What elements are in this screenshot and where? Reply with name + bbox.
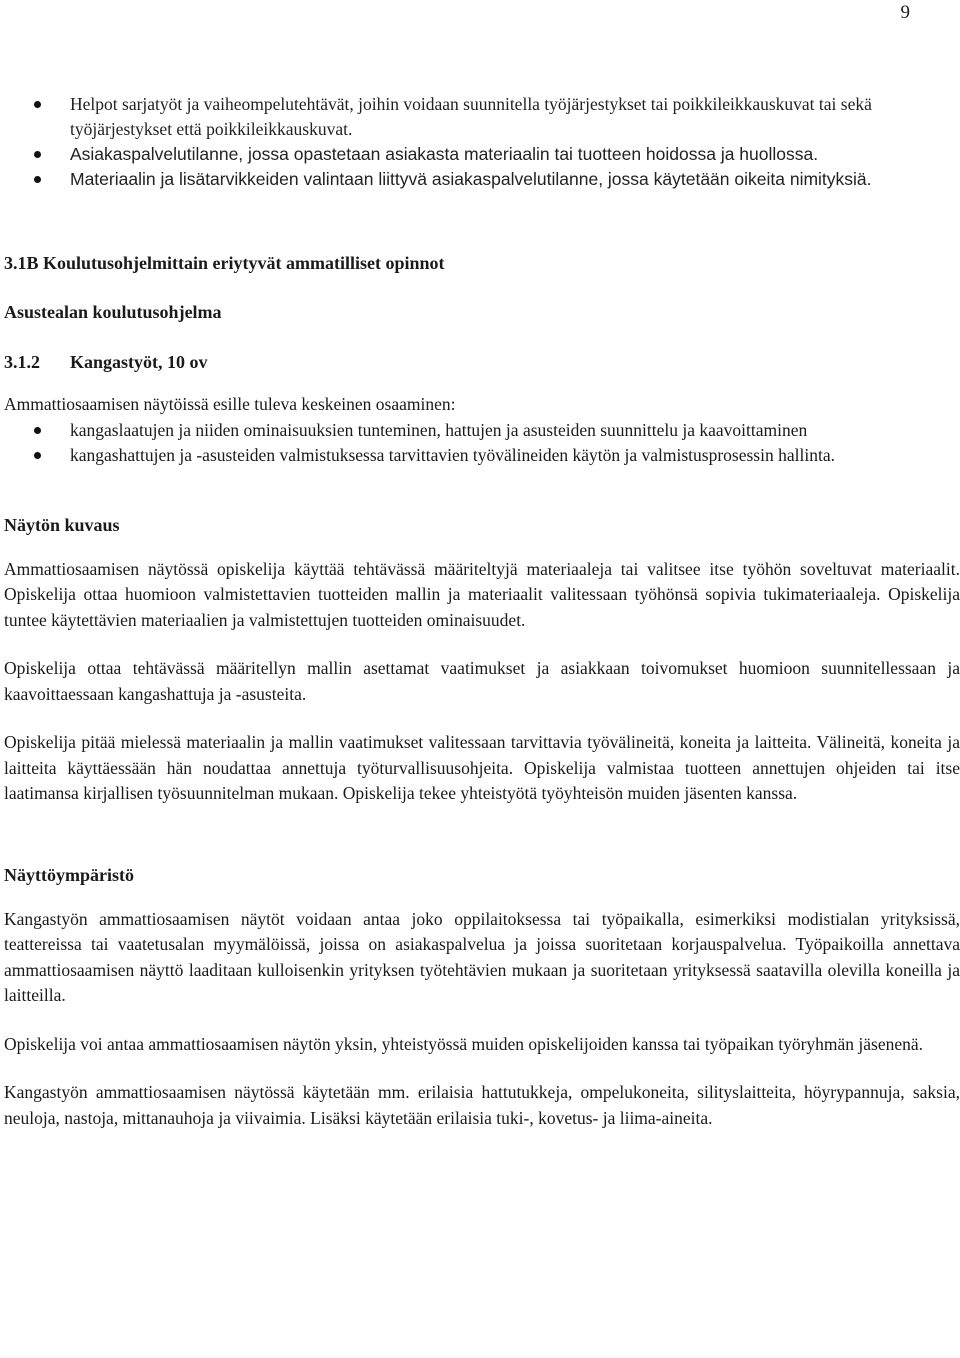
bullet-icon <box>34 176 41 183</box>
bullet-icon <box>34 101 41 108</box>
list-item <box>4 418 960 443</box>
list-item-text: Asiakaspalvelutilanne, jossa opastetaan asiakasta materiaalin tai tuotteen hoidossa ja huollossa. <box>70 144 819 164</box>
description-paragraph: Opiskelija pitää mielessä materiaalin ja mallin vaatimukset valitessaan tarvittavia työvälineitä, koneita ja laitteita. Välineitä, koneita ja laitteita käyttäessään hän noudattaa annettuja työturvallisuusohjeita. Opiskelija valmistaa tuotteen annettujen ohjeiden tai itse laatimansa kirjallisen työsuunnitelman mukaan. Opiskelija tekee yhteistyötä työyhteisön muiden jäsenten kanssa. <box>4 732 960 803</box>
environment-paragraph: Opiskelija voi antaa ammattiosaamisen näytön yksin, yhteistyössä muiden opiskelijoiden kanssa tai työpaikan työryhmän jäsenenä. <box>4 1033 924 1054</box>
programme-title: Asustealan koulutusohjelma <box>4 302 222 322</box>
lead-text: Ammattiosaamisen näytöissä esille tuleva keskeinen osaaminen: <box>4 394 456 414</box>
unit-title <box>4 349 960 375</box>
bullet-icon <box>34 452 41 459</box>
bullet-icon <box>34 151 41 158</box>
environment-title: Näyttöympäristö <box>4 864 134 885</box>
section-title: 3.1B Koulutusohjelmittain eriytyvät ammatilliset opinnot <box>4 253 445 273</box>
document-body <box>4 92 960 1131</box>
page-number: 9 <box>900 2 910 23</box>
list-item <box>4 142 960 167</box>
intro-bullet-list <box>4 92 960 192</box>
list-item-text: kangaslaatujen ja niiden ominaisuuksien tunteminen, hattujen ja asusteiden suunnittelu ja kaavoittaminen <box>70 419 808 440</box>
unit-number: 3.1.2 <box>4 352 40 372</box>
bullet-icon <box>34 427 41 434</box>
list-item-text: Materiaalin ja lisätarvikkeiden valintaan liittyvä asiakaspalvelutilanne, jossa käytetään oikeita nimityksiä. <box>70 169 872 189</box>
description-paragraph: Opiskelija ottaa tehtävässä määritellyn mallin asettamat vaatimukset ja asiakkaan toivomukset huomioon suunnitellessaan ja kaavoittaessaan kangashattuja ja -asusteita. <box>4 658 960 704</box>
skills-bullet-list <box>4 418 960 468</box>
list-item <box>4 92 960 142</box>
list-item-text: kangashattujen ja -asusteiden valmistuksessa tarvittavien työvälineiden käytön ja valmistusprosessin hallinta. <box>70 444 835 465</box>
list-item <box>4 167 960 192</box>
description-paragraph: Ammattiosaamisen näytössä opiskelija käyttää tehtävässä määriteltyjä materiaaleja tai valitsee itse työhön soveltuvat materiaalit. Opiskelija ottaa huomioon valmistettavien tuotteiden mallin ja materiaalit valitessaan työhönsä sopivia tukimateriaaleja. Opiskelija tuntee käytettävien materiaalien ja valmistettujen tuotteiden ominaisuudet. <box>4 558 960 630</box>
environment-paragraph: Kangastyön ammattiosaamisen näytössä käytetään mm. erilaisia hattutukkeja, ompelukoneita, silityslaitteita, höyrypannuja, saksia, neuloja, nastoja, mittanauhoja ja viivaimia. Lisäksi käytetään erilaisia tuki-, kovetus- ja liima-aineita. <box>4 1082 960 1128</box>
description-title: Näytön kuvaus <box>4 514 120 535</box>
unit-name: Kangastyöt, 10 ov <box>70 352 208 372</box>
list-item <box>4 443 960 468</box>
environment-paragraph: Kangastyön ammattiosaamisen näytöt voidaan antaa joko oppilaitoksessa tai työpaikalla, esimerkiksi modistialan yrityksissä, teattereissa tai vaatetusalan myymälöissä, joissa on asiakaspalvelua ja joissa suoritetaan korjauspalvelua. Työpaikoilla annettava ammattiosaamisen näyttö laaditaan kulloisenkin yrityksen työtehtävien mukaan ja suoritetaan yrityksessä saatavilla olevilla koneilla ja laitteilla. <box>4 908 960 1005</box>
list-item-text: Helpot sarjatyöt ja vaiheompelutehtävät, joihin voidaan suunnitella työjärjestykset tai poikkileikkauskuvat tai sekä työjärjestykset että poikkileikkauskuvat. <box>70 94 872 139</box>
